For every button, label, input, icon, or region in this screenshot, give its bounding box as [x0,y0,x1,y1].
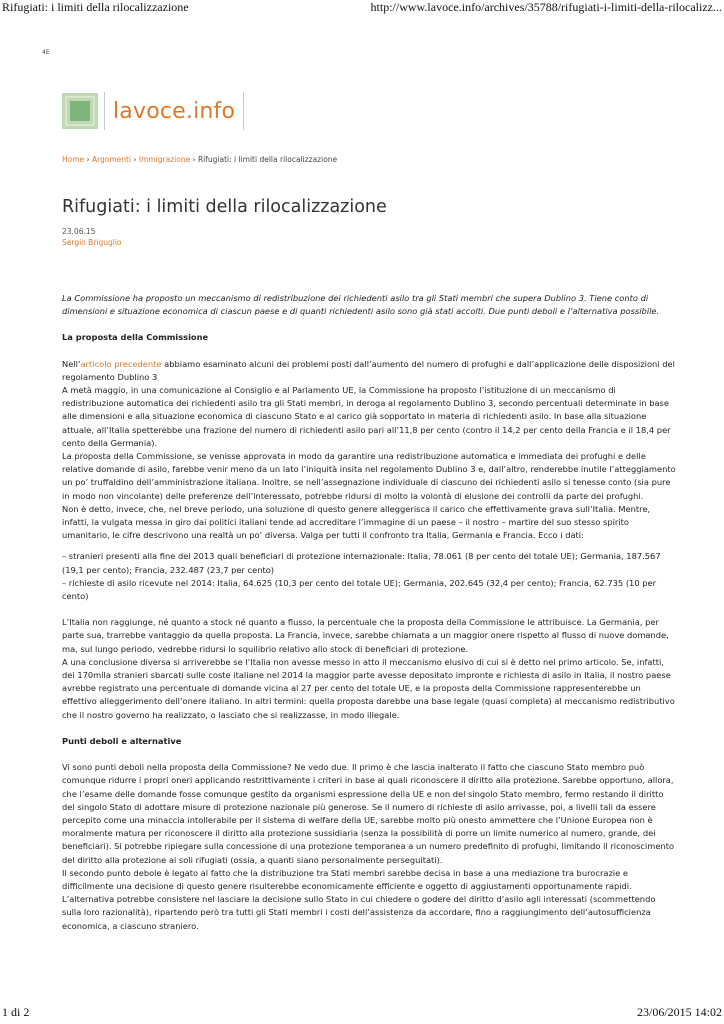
section-heading: Punti deboli e alternative [62,735,182,746]
breadcrumb-separator: › [131,155,139,164]
breadcrumb-current: Rifugiati: i limiti della rilocalizzazione [197,155,338,164]
paragraph: A una conclusione diversa si arriverebbe se l’Italia non avesse messo in atto il meccanismo elusivo di cui si è detto nel primo articolo. Se, infatti, dei 170mila stranieri sbarcati sulle coste italiane nel 2014 la maggior parte avesse depositato impronte e richiesta di asilo in Italia, il nostro paese avrebbe registrato una percentuale di domande vicina al 27 per cento del totale UE, e la proposta della Commissione rappresenterebbe un effettivo alleggerimento dell’onere italiano. In altri termini: quella proposta darebbe una base legale (quasi completa) al meccanismo redistributivo che il nostro governo ha realizzato, o lasciato che si realizzasse, in modo illegale. [62,656,675,720]
breadcrumb-separator: › [84,155,92,164]
paragraph: La proposta della Commissione, se venisse approvata in modo da garantire una redistribuzione automatica e immediata dei profughi e delle relative domande di asilo, farebbe venir meno da un lato l’iniquità insita nel regolamento Dublino 3 e, dall’altro, renderebbe inutile l’atteggiamento un po’ truffaldino dell’amministrazione italiana. Inoltre, se nell’assegnazione individuale di ciascuno dei richiedenti asilo si tenesse conto (sia pure in modo non vincolante) delle preferenze dell’interessato, potrebbe ridursi di molto la volontà di elusione dei controlli da parte dei profughi. [62,451,676,501]
paragraph: Vi sono punti deboli nella proposta della Commissione? Ne vedo due. Il primo è che lascia inalterato il fatto che ciascuno Stato membro può comunque ridurre i propri oneri applicando restrittivamente i criteri in base ai quali riconoscere il diritto alla protezione. Sarebbe opportuno, allora, che l’esame delle domande fosse comunque gestito da organismi espressione della UE e non del singolo Stato membro, fermo restando il diritto del singolo Stato di adottare misure di protezione nazionale più generose. Se il numero di richieste di asilo arrivasse, poi, a livelli tali da essere percepito come una minaccia intollerabile per il sistema di welfare della UE, sarebbe molto più onesto ammettere che l’Unione Europea non è moralmente matura per riconoscere il diritto alla protezione sussidiaria (senza la possibilità di porre un limite numerico al numero, grande, dei beneficiari). Si potrebbe ripiegare sulla concessione di una protezione temporanea a un numero predefinito di profughi, limitando il riconoscimento del diritto alla protezione ai soli rifugiati (ossia, a quanti siano personalmente perseguitati). [62,762,675,865]
site-logo[interactable] [62,92,244,130]
logo-text: lavoce.info [113,98,236,124]
logo-divider-right [243,92,244,130]
breadcrumb-separator: › [190,155,198,164]
breadcrumb-argomenti-link[interactable]: Argomenti [91,155,132,164]
article-author-link[interactable]: Sergio Briguglio [62,238,122,247]
paragraph-text: abbiamo esaminato alcuni dei problemi posti dall’aumento del numero di profughi e dall’applicazione delle disposizioni del regolamento Dublino 3 [62,358,675,382]
logo-divider [104,92,105,130]
section-heading: La proposta della Commissione [62,332,209,343]
paragraph: L’alternativa potrebbe consistere nel lasciare la decisione sullo Stato in cui chiedere o godere del diritto d’asilo agli interessati (scommettendo sulla loro razionalità), ripartendo però tra tutti gli Stati membri i costi dell’assistenza da accordare, fino a raggiungimento dell’autosufficienza economica, a ciascuno straniero. [62,894,656,931]
list-item: – richieste di asilo ricevute nel 2014: Italia, 64.625 (10,3 per cento del totale UE); Germania, 202.645 (32,4 per cento); Francia, 62.735 (10 per cento) [62,577,657,602]
article-intro: La Commissione ha proposto un meccanismo di redistribuzione dei richiedenti asilo tra gli Stati membri che supera Dublino 3. Tiene conto di dimensioni e situazione economica di ciascun paese e di quanti richiedenti asilo sono già stati accolti. Due punti deboli e l’alternativa possibile. [62,293,660,317]
corner-mark: 4E [42,49,50,56]
paragraph-text: Nell’ [62,358,81,369]
paragraph: Non è detto, invece, che, nel breve periodo, una soluzione di questo genere alleggerisca il carico che effettivamente grava sull’Italia. Mentre, infatti, la vulgata messa in giro dai politici italiani tende ad accreditare l’immagine di un paese – il nostro – martire del suo stesso spirito umanitario, le cifre descrivono una realtà un po’ diversa. Valga per tutti il confronto tra Italia, Germania e Francia. Ecco i dati: [62,503,651,541]
article-body [62,292,676,933]
previous-article-link[interactable]: articolo precedente [80,358,162,369]
print-header-title: Rifugiati: i limiti della rilocalizzazione [2,0,189,14]
print-footer-timestamp: 23/06/2015 14:02 [636,1005,722,1019]
breadcrumb-immigrazione-link[interactable]: Immigrazione [138,155,191,164]
paragraph: Il secondo punto debole è legato al fatto che la distribuzione tra Stati membri sarebbe decisa in base a una mediazione tra burocrazie e difficilmente una decisione di questo genere risulterebbe economicamente efficiente e oggetto di aggiustamenti opportunamente rapidi. [62,867,632,891]
breadcrumb-home-link[interactable]: Home [62,155,85,164]
list-item: – stranieri presenti alla fine del 2013 quali beneficiari di protezione internazionale: Italia, 78.061 (8 per cento del totale UE); Germania, 187.567 (19,1 per cento); Francia, 232.487 (23,7 per cento) [62,551,661,575]
print-footer-page: 1 di 2 [2,1005,30,1019]
article-title: Rifugiati: i limiti della rilocalizzazione [62,197,387,217]
paragraph: L’Italia non raggiunge, né quanto a stock né quanto a flusso, la percentuale che la proposta della Commissione le attribuisce. La Germania, per parte sua, trarrebbe vantaggio da quella proposta. La Francia, invece, sarebbe chiamata a un maggior onere rispetto al flusso di nuove domande, ma, sul lungo periodo, vedrebbe ridursi lo squilibrio relativo allo stock di beneficiari di protezione. [62,617,669,654]
paragraph [62,358,676,384]
paragraph: A metà maggio, in una comunicazione al Consiglio e al Parlamento UE, la Commissione ha proposto l’istituzione di un meccanismo di redistribuzione automatica dei richiedenti asilo tra gli Stati membri, in deroga al regolamento Dublino 3, secondo percentuali determinate in base alle dimensioni e alla situazione economica di ciascuno Stato e al carico già sopportato in materia di richiedenti asilo. In base alla situazione attuale, all’Italia spetterebbe una frazione del numero di richiedenti asilo pari all’11,8 per cento (contro il 14,2 per cento della Francia e il 18,4 per cento della Germania). [62,385,671,448]
breadcrumb [62,155,337,164]
article-date: 23.06.15 [62,227,96,236]
logo-square-icon [62,93,98,129]
print-header-url: http://www.lavoce.info/archives/35788/rifugiati-i-limiti-della-rilocalizz... [370,0,722,14]
